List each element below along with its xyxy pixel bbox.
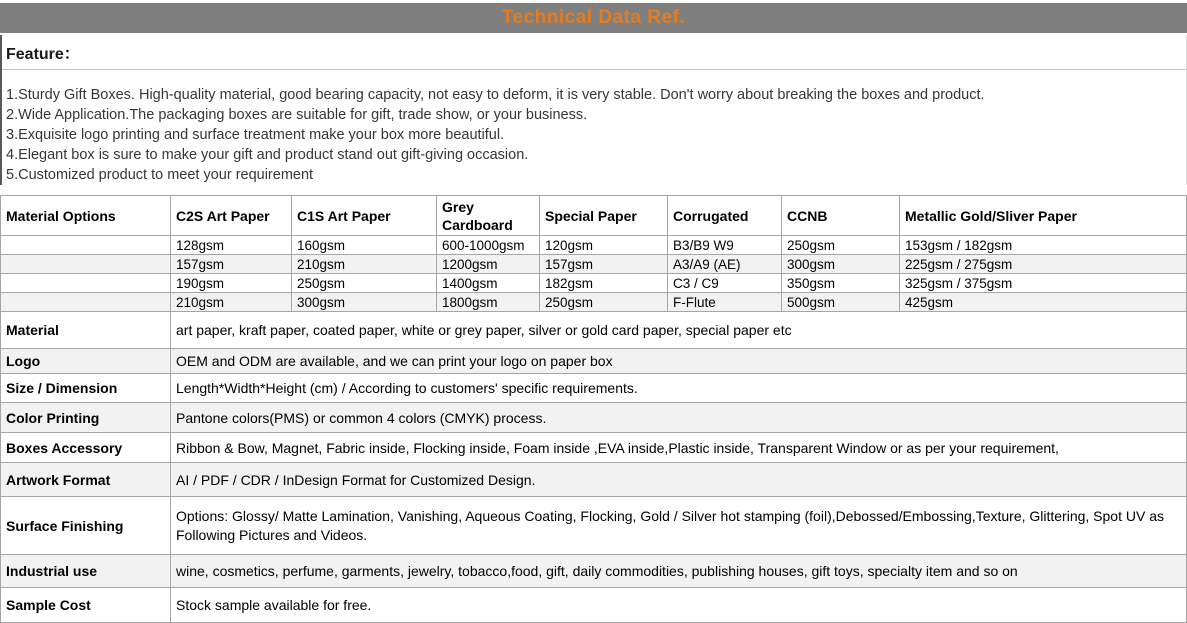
table-row <box>1 403 1187 433</box>
feature-item: 3.Exquisite logo printing and surface treatment make your box more beautiful. <box>6 127 505 143</box>
table-row <box>1 555 1187 588</box>
spec-label: Sample Cost <box>1 588 171 623</box>
spec-label: Size / Dimension <box>1 374 171 403</box>
table-cell: 210gsm <box>171 293 292 312</box>
table-row <box>1 433 1187 463</box>
table-cell: 250gsm <box>782 236 900 255</box>
table-row <box>1 255 1187 274</box>
spec-value: OEM and ODM are available, and we can print your logo on paper box <box>171 349 1187 374</box>
spec-value: Ribbon & Bow, Magnet, Fabric inside, Flocking inside, Foam inside ,EVA inside,Plastic inside, Transparent Window or as per your requirement, <box>171 433 1187 463</box>
table-cell: 500gsm <box>782 293 900 312</box>
table-cell: F-Flute <box>668 293 782 312</box>
table-cell: 128gsm <box>171 236 292 255</box>
technical-data-table <box>0 195 1187 623</box>
column-header: Metallic Gold/Sliver Paper <box>900 196 1187 236</box>
spec-value: Length*Width*Height (cm) / According to customers' specific requirements. <box>171 374 1187 403</box>
table-row <box>1 236 1187 255</box>
title-bar <box>0 3 1187 33</box>
feature-item: 1.Sturdy Gift Boxes. High-quality material, good bearing capacity, not easy to deform, it is very stable. Don't worry about breaking the boxes and product. <box>6 87 985 103</box>
table-cell: 250gsm <box>540 293 668 312</box>
table-cell: 182gsm <box>540 274 668 293</box>
table-header-row <box>1 196 1187 236</box>
feature-item: 5.Customized product to meet your requirement <box>6 167 314 183</box>
table-cell: 210gsm <box>292 255 437 274</box>
table-cell: 153gsm / 182gsm <box>900 236 1187 255</box>
feature-heading: Feature： <box>2 35 1186 70</box>
column-header: C1S Art Paper <box>292 196 437 236</box>
spec-label: Material <box>1 312 171 349</box>
feature-item: 2.Wide Application.The packaging boxes are suitable for gift, trade show, or your business. <box>6 107 588 123</box>
table-cell: 225gsm / 275gsm <box>900 255 1187 274</box>
column-header: Special Paper <box>540 196 668 236</box>
table-cell: 190gsm <box>171 274 292 293</box>
spec-label: Industrial use <box>1 555 171 588</box>
table-row <box>1 312 1187 349</box>
table-cell: 425gsm <box>900 293 1187 312</box>
page-title: Technical Data Ref. <box>501 7 686 28</box>
table-cell: 600-1000gsm <box>437 236 540 255</box>
table-cell: 157gsm <box>171 255 292 274</box>
table-cell: 250gsm <box>292 274 437 293</box>
table-cell: C3 / C9 <box>668 274 782 293</box>
feature-section <box>0 35 1187 185</box>
table-cell <box>1 274 171 293</box>
column-header: Grey Cardboard <box>437 196 540 236</box>
spec-label: Boxes Accessory <box>1 433 171 463</box>
column-header: C2S Art Paper <box>171 196 292 236</box>
table-cell <box>1 293 171 312</box>
column-header: Corrugated <box>668 196 782 236</box>
table-row <box>1 274 1187 293</box>
column-header: CCNB <box>782 196 900 236</box>
spec-value: Stock sample available for free. <box>171 588 1187 623</box>
spec-value: wine, cosmetics, perfume, garments, jewelry, tobacco,food, gift, daily commodities, publishing houses, gift toys, specialty item and so on <box>171 555 1187 588</box>
table-row <box>1 374 1187 403</box>
table-cell: 300gsm <box>292 293 437 312</box>
table-cell: 1800gsm <box>437 293 540 312</box>
spec-label: Artwork Format <box>1 463 171 497</box>
spec-value: AI / PDF / CDR / InDesign Format for Customized Design. <box>171 463 1187 497</box>
spec-value: Pantone colors(PMS) or common 4 colors (CMYK) process. <box>171 403 1187 433</box>
table-cell: 300gsm <box>782 255 900 274</box>
table-row <box>1 293 1187 312</box>
table-row <box>1 463 1187 497</box>
spec-value: Options: Glossy/ Matte Lamination, Vanishing, Aqueous Coating, Flocking, Gold / Silver hot stamping (foil),Debossed/Embossing,Texture, Glittering, Spot UV as Following Pictures and Videos. <box>171 497 1187 555</box>
table-cell: 120gsm <box>540 236 668 255</box>
table-cell: 325gsm / 375gsm <box>900 274 1187 293</box>
table-row <box>1 497 1187 555</box>
table-cell: 350gsm <box>782 274 900 293</box>
table-row <box>1 349 1187 374</box>
table-cell: 1400gsm <box>437 274 540 293</box>
table-cell: 160gsm <box>292 236 437 255</box>
page <box>0 3 1187 623</box>
spec-value: art paper, kraft paper, coated paper, white or grey paper, silver or gold card paper, special paper etc <box>171 312 1187 349</box>
table-cell: B3/B9 W9 <box>668 236 782 255</box>
column-header: Material Options <box>1 196 171 236</box>
spec-label: Logo <box>1 349 171 374</box>
table-cell <box>1 255 171 274</box>
table-cell <box>1 236 171 255</box>
feature-list <box>2 70 1186 185</box>
table-cell: A3/A9 (AE) <box>668 255 782 274</box>
feature-item: 4.Elegant box is sure to make your gift and product stand out gift-giving occasion. <box>6 147 529 163</box>
spec-label: Surface Finishing <box>1 497 171 555</box>
spec-label: Color Printing <box>1 403 171 433</box>
table-row <box>1 588 1187 623</box>
table-cell: 157gsm <box>540 255 668 274</box>
table-cell: 1200gsm <box>437 255 540 274</box>
